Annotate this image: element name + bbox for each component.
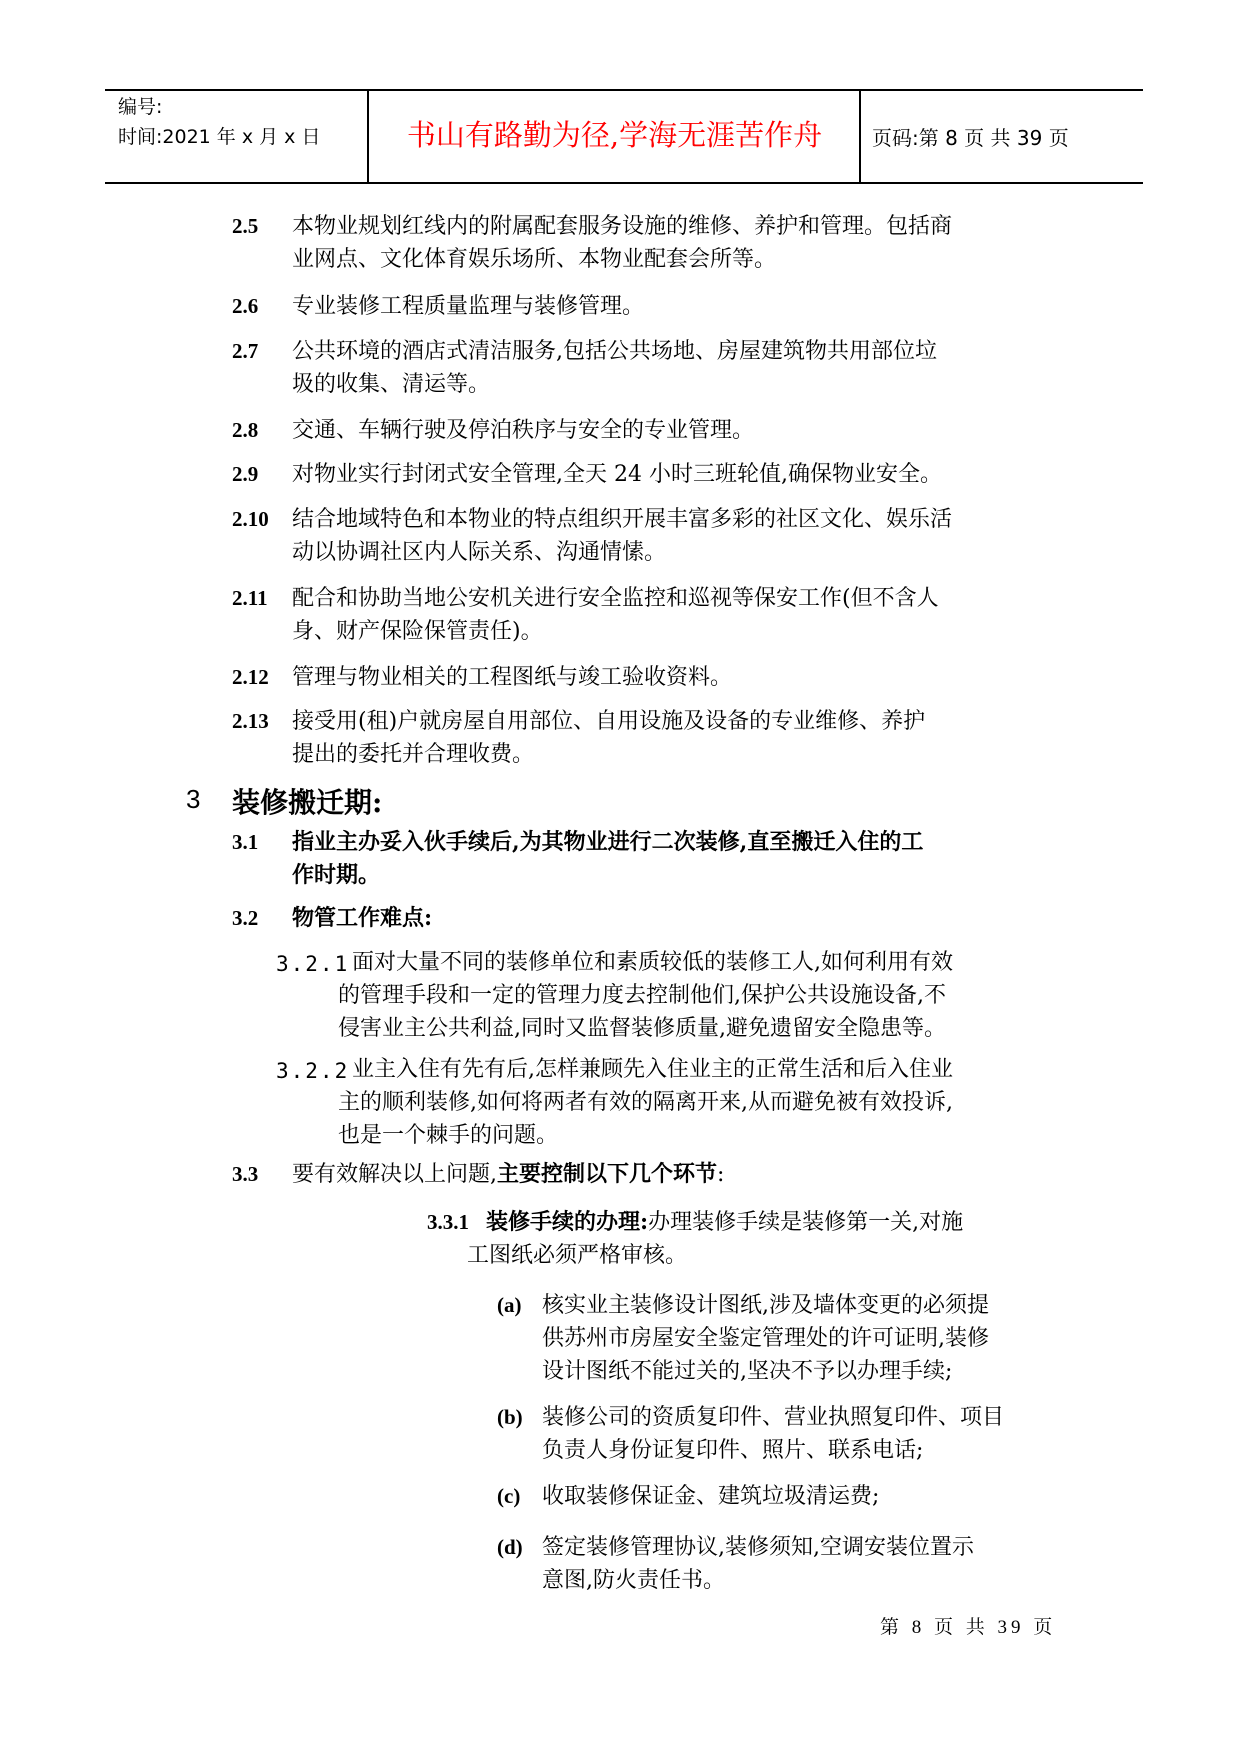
item-number: 3.2.1	[276, 952, 350, 976]
item-line: 专业装修工程质量监理与装修管理。	[292, 294, 645, 319]
item-line: 收取装修保证金、建筑垃圾清运费;	[542, 1484, 880, 1509]
item-line: 核实业主装修设计图纸,涉及墙体变更的必须提	[542, 1293, 989, 1318]
item-label: (c)	[497, 1484, 521, 1508]
item-line: 业主入住有先有后,怎样兼顾先入住业主的正常生活和后入住业	[352, 1057, 953, 1082]
section-title: 装修搬迁期:	[232, 786, 383, 819]
item-line: 负责人身份证复印件、照片、联系电话;	[542, 1438, 924, 1463]
item-line: 意图,防火责任书。	[542, 1568, 725, 1593]
item-line: 身、财产保险保管责任)。	[292, 619, 543, 644]
item-text: 要有效解决以上问题,	[292, 1162, 497, 1187]
item-number: 3.3	[232, 1162, 259, 1186]
item-line: 接受用(租)户就房屋自用部位、自用设施及设备的专业维修、养护	[292, 709, 926, 734]
item-line: 指业主办妥入伙手续后,为其物业进行二次装修,直至搬迁入住的工	[292, 829, 924, 855]
item-text-bold: 装修手续的办理:	[486, 1209, 649, 1235]
item-number: 2.8	[232, 418, 259, 442]
item-text-bold: 主要控制以下几个环节	[497, 1161, 718, 1187]
item-line: 业网点、文化体育娱乐场所、本物业配套会所等。	[292, 247, 777, 272]
item-line: 侵害业主公共利益,同时又监督装修质量,避免遗留安全隐患等。	[338, 1016, 946, 1041]
item-number: 2.5	[232, 214, 259, 238]
item-number: 2.10	[232, 507, 269, 531]
item-number: 2.11	[232, 586, 268, 610]
item-number: 3.3.1	[427, 1210, 469, 1234]
item-line	[486, 1206, 963, 1239]
header-bottom-rule	[105, 182, 1143, 184]
item-line: 本物业规划红线内的附属配套服务设施的维修、养护和管理。包括商	[292, 214, 953, 239]
item-line: 装修公司的资质复印件、营业执照复印件、项目	[542, 1405, 1005, 1430]
header-meta	[118, 92, 320, 152]
item-number: 2.7	[232, 339, 259, 363]
section-number: 3	[186, 784, 201, 814]
header-motto: 书山有路勤为径,学海无涯苦作舟	[406, 118, 823, 152]
item-number: 2.9	[232, 462, 259, 486]
header-page-label: 页码:第 8 页 共 39 页	[872, 126, 1069, 150]
item-number: 2.13	[232, 709, 269, 733]
item-label: (b)	[497, 1405, 523, 1429]
item-line: 提出的委托并合理收费。	[292, 742, 535, 767]
item-text: 办理装修手续是装修第一关,对施	[648, 1210, 964, 1235]
item-line: 供苏州市房屋安全鉴定管理处的许可证明,装修	[542, 1326, 989, 1351]
item-number: 3.2	[232, 906, 259, 930]
item-text: :	[717, 1162, 725, 1187]
item-line: 管理与物业相关的工程图纸与竣工验收资料。	[292, 665, 733, 690]
item-number: 3.1	[232, 830, 259, 854]
item-line: 工图纸必须严格审核。	[467, 1243, 688, 1268]
number-label: 编号:	[118, 96, 163, 118]
item-line: 动以协调社区内人际关系、沟通情愫。	[292, 540, 667, 565]
item-line: 也是一个棘手的问题。	[338, 1123, 559, 1148]
page-footer: 第 8 页 共 39 页	[880, 1617, 1057, 1638]
item-line: 面对大量不同的装修单位和素质较低的装修工人,如何利用有效	[352, 950, 953, 975]
item-number: 2.6	[232, 294, 259, 318]
time-label: 时间:2021 年 x 月 x 日	[118, 126, 321, 148]
item-label: (a)	[497, 1293, 522, 1317]
item-line: 圾的收集、清运等。	[292, 372, 491, 397]
item-label: (d)	[497, 1535, 523, 1559]
item-number: 2.12	[232, 665, 269, 689]
header-divider-right	[859, 89, 861, 184]
item-line: 主的顺利装修,如何将两者有效的隔离开来,从而避免被有效投诉,	[338, 1090, 953, 1115]
item-line: 签定装修管理协议,装修须知,空调安装位置示	[542, 1535, 974, 1560]
item-line: 公共环境的酒店式清洁服务,包括公共场地、房屋建筑物共用部位垃	[292, 339, 937, 364]
item-line: 对物业实行封闭式安全管理,全天 24 小时三班轮值,确保物业安全。	[292, 462, 942, 487]
header-top-rule	[105, 89, 1143, 91]
item-line: 的管理手段和一定的管理力度去控制他们,保护公共设施设备,不	[338, 983, 946, 1008]
item-line	[292, 1158, 724, 1191]
header-divider-left	[367, 89, 369, 184]
item-line: 结合地域特色和本物业的特点组织开展丰富多彩的社区文化、娱乐活	[292, 507, 953, 532]
item-line: 配合和协助当地公安机关进行安全监控和巡视等保安工作(但不含人	[292, 586, 939, 611]
item-line: 物管工作难点:	[292, 905, 433, 931]
item-line: 设计图纸不能过关的,坚决不予以办理手续;	[542, 1359, 953, 1384]
item-line: 交通、车辆行驶及停泊秩序与安全的专业管理。	[292, 418, 755, 443]
item-line: 作时期。	[292, 862, 381, 888]
item-number: 3.2.2	[276, 1059, 350, 1083]
